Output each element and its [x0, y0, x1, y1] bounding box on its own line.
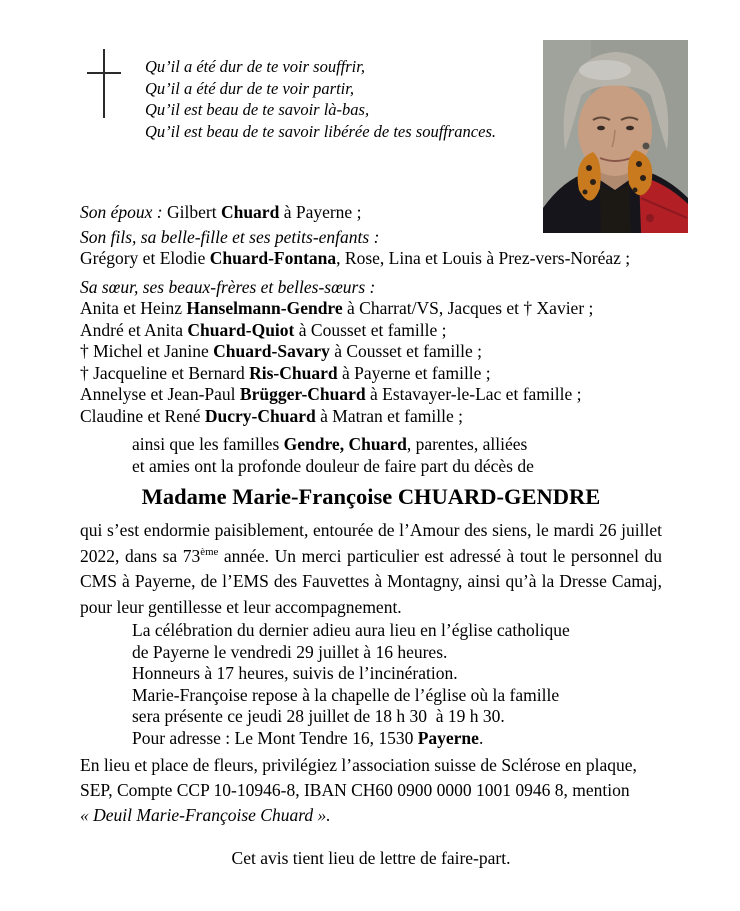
obituary-line-4: pour leur gentillesse et leur accompagnement. [80, 596, 402, 617]
announcement-line-1: ainsi que les familles Gendre, Chuard, parentes, alliées [132, 434, 528, 454]
relatives-son-line: Grégory et Elodie Chuard-Fontana, Rose, Lina et Louis à Prez-vers-Noréaz ; [80, 248, 631, 268]
hair-highlight [579, 60, 631, 80]
relatives-sibling-line: Anita et Heinz Hanselmann-Gendre à Charrat/VS, Jacques et † Xavier ; [80, 298, 594, 318]
epitaph-line-3: Qu’il est beau de te savoir là-bas, [145, 100, 370, 119]
relatives-siblings-label-line: Sa sœur, ses beaux-frères et belles-sœurs : [80, 276, 376, 297]
relatives-sibling-line: Annelyse et Jean-Paul Brügger-Chuard à Estavayer-le-Lac et famille ; [80, 384, 582, 404]
donation-line-3: « Deuil Marie-Françoise Chuard ». [80, 805, 331, 825]
ceremony-address-line: Pour adresse : Le Mont Tendre 16, 1530 Payerne. [132, 727, 484, 748]
earring [643, 143, 650, 150]
deceased-name-title: Madame Marie-Françoise CHUARD-GENDRE [141, 484, 601, 509]
ceremony-line-5: sera présente ce jeudi 28 juillet de 18 h 30 à 19 h 30. [132, 706, 505, 726]
cross-horizontal-bar [87, 72, 121, 74]
ceremony-line-1: La célébration du dernier adieu aura lieu en l’église catholique [132, 620, 570, 640]
epitaph-line-2: Qu’il a été dur de te voir partir, [145, 78, 354, 98]
notice-body [80, 202, 662, 870]
donation-line-1: En lieu et place de fleurs, privilégiez l’association suisse de Sclérose en plaque, [80, 755, 637, 775]
donation-line-2: SEP, Compte CCP 10-10946-8, IBAN CH60 0900 0000 1001 0946 8, mention [80, 780, 630, 800]
ceremony-line-3: Honneurs à 17 heures, suivis de l’incinération. [132, 663, 458, 683]
obituary-line-1: qui s’est endormie paisiblement, entourée de l’Amour des siens, le mardi 26 juillet [80, 520, 662, 540]
obituary-line-3: CMS à Payerne, de l’EMS des Fauvettes à Montagny, ainsi qu’à la Dresse Camaj, [80, 571, 662, 591]
announcement-paragraph [132, 434, 662, 477]
relatives-sibling-line: † Michel et Janine Chuard-Savary à Cousset et famille ; [80, 341, 482, 361]
epitaph-line-4: Qu’il est beau de te savoir libérée de tes souffrances. [145, 121, 497, 141]
cross-vertical-bar [103, 49, 105, 118]
relatives-sibling-line: André et Anita Chuard-Quiot à Cousset et famille ; [80, 319, 447, 340]
epitaph-line-1: Qu’il a été dur de te voir souffrir, [145, 57, 365, 76]
announcement-line-2: et amies ont la profonde douleur de faire part du décès de [132, 455, 534, 476]
relatives-son-label-line: Son fils, sa belle-fille et ses petits-enfants : [80, 226, 380, 247]
relatives-sibling-line: Claudine et René Ducry-Chuard à Matran et famille ; [80, 405, 463, 426]
epitaph-verse [145, 56, 496, 142]
obituary-paragraph [80, 518, 662, 620]
relatives-sibling-line: † Jacqueline et Bernard Ris-Chuard à Payerne et famille ; [80, 362, 491, 383]
relatives-spouse-line: Son époux : Gilbert Chuard à Payerne ; [80, 202, 362, 222]
obituary-line-2: 2022, dans sa 73ème année. Un merci particulier est adressé à tout le personnel du [80, 545, 663, 566]
closing-line: Cet avis tient lieu de lettre de faire-part. [231, 848, 511, 868]
ceremony-details [132, 620, 662, 749]
ceremony-line-2: de Payerne le vendredi 29 juillet à 16 heures. [132, 641, 448, 662]
donation-paragraph [80, 753, 662, 828]
ceremony-line-4: Marie-Françoise repose à la chapelle de l’église où la famille [132, 684, 560, 705]
